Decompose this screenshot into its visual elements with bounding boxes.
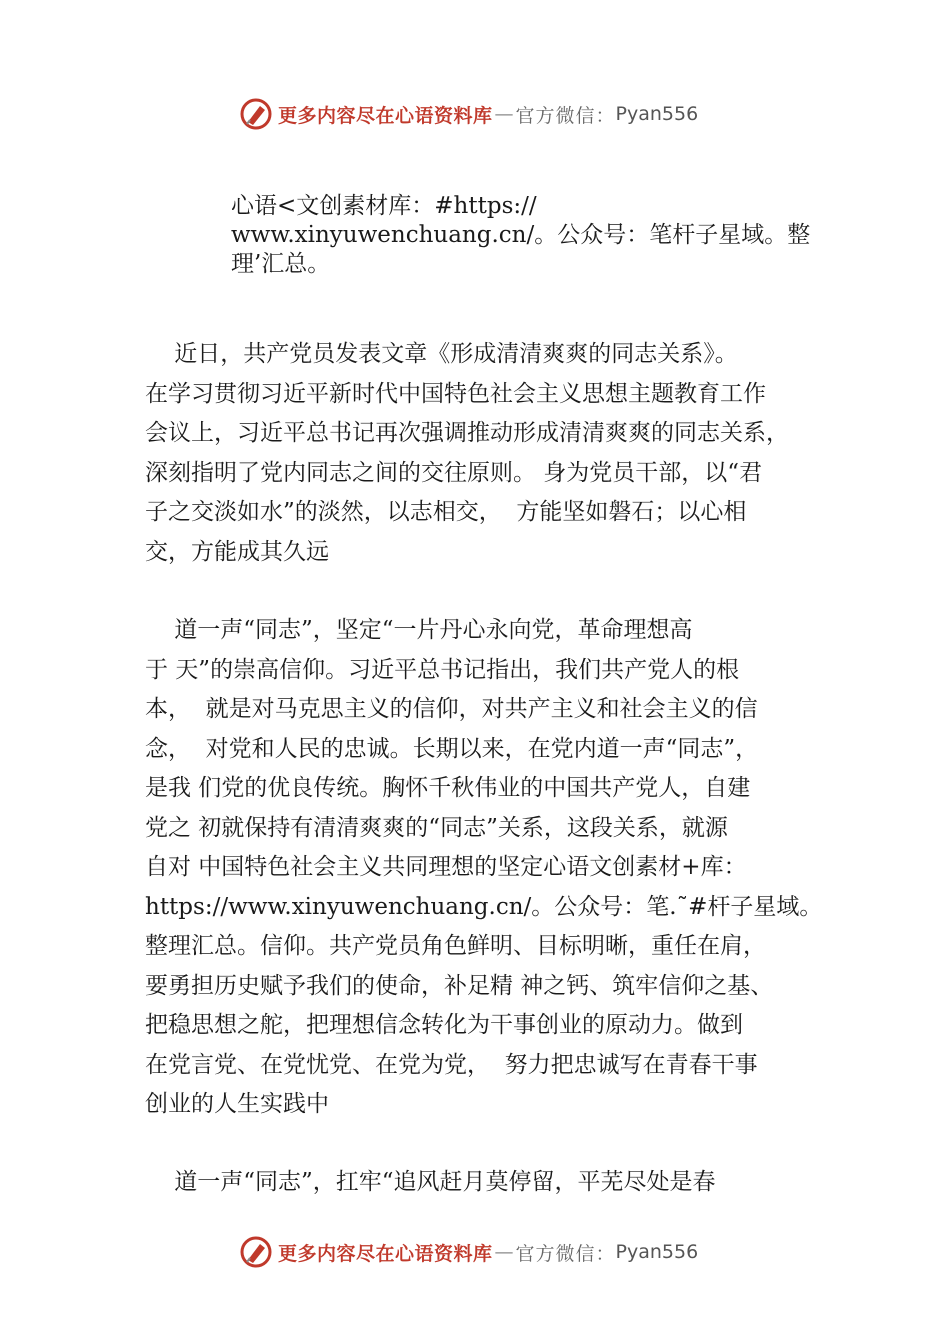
- banner-dash: —: [494, 1241, 514, 1263]
- text-line: 在党言党、在党忧党、在党为党， 努力把忠诚写在青春干事: [145, 1051, 758, 1078]
- text-line: 整理汇总。信仰。共产党员角色鲜明、目标明晰，重任在肩，: [145, 933, 766, 959]
- header-banner: [238, 96, 698, 132]
- banner-wechat-label: 官方微信：: [515, 104, 616, 127]
- banner-title: 更多内容尽在心语资料库: [278, 1242, 493, 1265]
- text-line: 子之交淡如水”的淡然，以志相交， 方能坚如磐石；以心相: [145, 499, 747, 525]
- paragraph-3: [145, 1163, 845, 1203]
- banner-title: 更多内容尽在心语资料库: [278, 104, 493, 127]
- footer-banner: [238, 1234, 698, 1270]
- text-line: 把稳思想之舵，把理想信念转化为干事创业的原动力。做到: [145, 1012, 743, 1038]
- text-line: 创业的人生实践中: [145, 1091, 329, 1117]
- text-line: 道一声“同志”，扛牢“追风赶月莫停留，平芜尽处是春: [145, 1169, 716, 1195]
- text-line: 近日，共产党员发表文章《形成清清爽爽的同志关系》。: [145, 341, 738, 367]
- text-line: 交，方能成其久远: [145, 538, 329, 565]
- text-line: 自对 中国特色社会主义共同理想的坚定心语文创素材+库：: [145, 854, 747, 880]
- text-line: 本， 就是对马克思主义的信仰，对共产主义和社会主义的信: [145, 696, 758, 722]
- source-line: 理’汇总。: [231, 251, 331, 277]
- text-line: 念， 对党和人民的忠诚。长期以来，在党内道一声“同志”，: [145, 735, 759, 762]
- pen-nib-logo-icon: [238, 1234, 274, 1270]
- text-line: 深刻指明了党内同志之间的交往原则。 身为党员干部，以“君: [145, 459, 763, 486]
- banner-wechat-label: 官方微信：: [515, 1242, 616, 1265]
- banner-wechat-id: Pyan556: [615, 1241, 699, 1263]
- banner-wechat-id: Pyan556: [615, 103, 699, 125]
- text-line: 党之 初就保持有清清爽爽的“同志”关系，这段关系，就源: [145, 814, 728, 841]
- source-note: [231, 192, 831, 279]
- text-line: 道一声“同志”，坚定“一片丹心永向党，革命理想高: [145, 617, 693, 643]
- source-line: 心语<文创素材库：#https://: [231, 193, 537, 219]
- text-line: 会议上，习近平总书记再次强调推动形成清清爽爽的同志关系，: [145, 420, 789, 446]
- paragraph-2: [145, 611, 845, 1125]
- text-line: https://www.xinyuwenchuang.cn/。公众号：笔.˜#杆子星域。: [145, 893, 823, 920]
- text-line: 是我 们党的优良传统。胸怀千秋伟业的中国共产党人，自建: [145, 775, 751, 801]
- paragraph-1: [145, 335, 845, 572]
- text-line: 于 天”的崇高信仰。习近平总书记指出，我们共产党人的根: [145, 656, 740, 683]
- text-line: 要勇担历史赋予我们的使命，补足精 神之钙、筑牢信仰之基、: [145, 972, 774, 999]
- pen-nib-logo-icon: [238, 96, 274, 132]
- text-line: 在学习贯彻习近平新时代中国特色社会主义思想主题教育工作: [145, 380, 766, 407]
- banner-dash: —: [494, 103, 514, 125]
- source-line: www.xinyuwenchuang.cn/。公众号：笔杆子星域。整: [231, 222, 811, 248]
